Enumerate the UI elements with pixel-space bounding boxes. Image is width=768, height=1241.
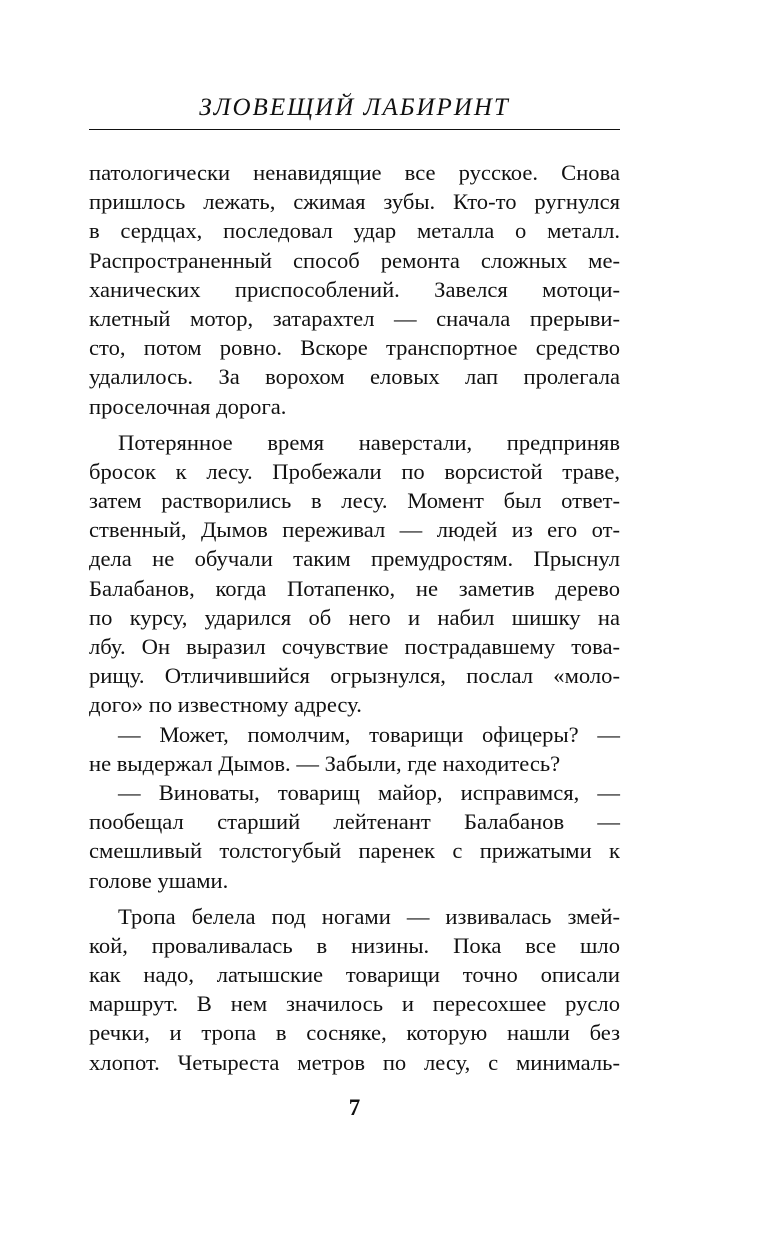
text-line: ственный, Дымов переживал — людей из его от- [89,517,620,543]
paragraph [89,902,620,1077]
text-line: Тропа белела под ногами — извивалась змей- [118,903,620,929]
header-rule [89,129,620,130]
paragraph-gap [89,421,620,428]
text-line: — Виноваты, товарищ майор, исправимся, — [118,779,620,805]
text-line: в сердцах, последовал удар металла о металл. [89,218,620,244]
page-number: 7 [348,1095,361,1120]
text-line: дела не обучали таким премудростям. Прыснул [89,546,620,572]
text-line: затем растворились в лесу. Момент был ответ- [89,488,620,514]
text-line: как надо, латышские товарищи точно описали [89,962,620,988]
text-line: маршрут. В нем значилось и пересохшее русло [89,991,620,1017]
text-line: клетный мотор, затарахтел — сначала прерыви- [89,305,620,331]
text-line: удалилось. За ворохом еловых лап пролегала [89,364,620,390]
text-line: сто, потом ровно. Вскоре транспортное средство [89,335,620,361]
text-line: Балабанов, когда Потапенко, не заметив дерево [89,575,620,601]
text-line: ханических приспособлений. Завелся мотоци- [89,276,620,302]
paragraph [89,158,620,421]
text-line: проселочная дорога. [89,393,287,419]
text-line: смешливый толстогубый паренек с прижатыми к [89,838,620,864]
text-line: по курсу, ударился об него и набил шишку на [89,604,620,630]
text-line: голове ушами. [89,867,229,893]
paragraph [89,720,620,778]
text-line: речки, и тропа в сосняке, которую нашли без [89,1020,620,1046]
body-text [89,158,620,1077]
text-line: не выдержал Дымов. — Забыли, где находитесь? [89,750,561,776]
text-line: бросок к лесу. Пробежали по ворсистой траве, [89,458,620,484]
text-line: патологически ненавидящие все русское. Снова [89,160,620,185]
text-line: дого» по известному адресу. [89,692,362,718]
paragraph [89,428,620,720]
text-line: лбу. Он выразил сочувствие пострадавшему това- [89,634,620,659]
paragraph [89,778,620,895]
text-line: Распространенный способ ремонта сложных ме- [89,247,620,273]
text-line: Потерянное время наверстали, предприняв [118,429,620,455]
text-line: кой, проваливалась в низины. Пока все шло [89,932,620,958]
text-line: — Может, помолчим, товарищи офицеры? — [118,721,620,747]
paragraph-gap [89,895,620,902]
text-line: пообещал старший лейтенант Балабанов — [89,809,620,835]
text-line: рищу. Отличившийся огрызнулся, послал «моло- [89,663,620,689]
text-line: хлопот. Четыреста метров по лесу, с минималь- [89,1049,620,1075]
running-head: ЗЛОВЕЩИЙ ЛАБИРИНТ [199,94,510,121]
text-line: пришлось лежать, сжимая зубы. Кто-то ругнулся [89,189,620,215]
